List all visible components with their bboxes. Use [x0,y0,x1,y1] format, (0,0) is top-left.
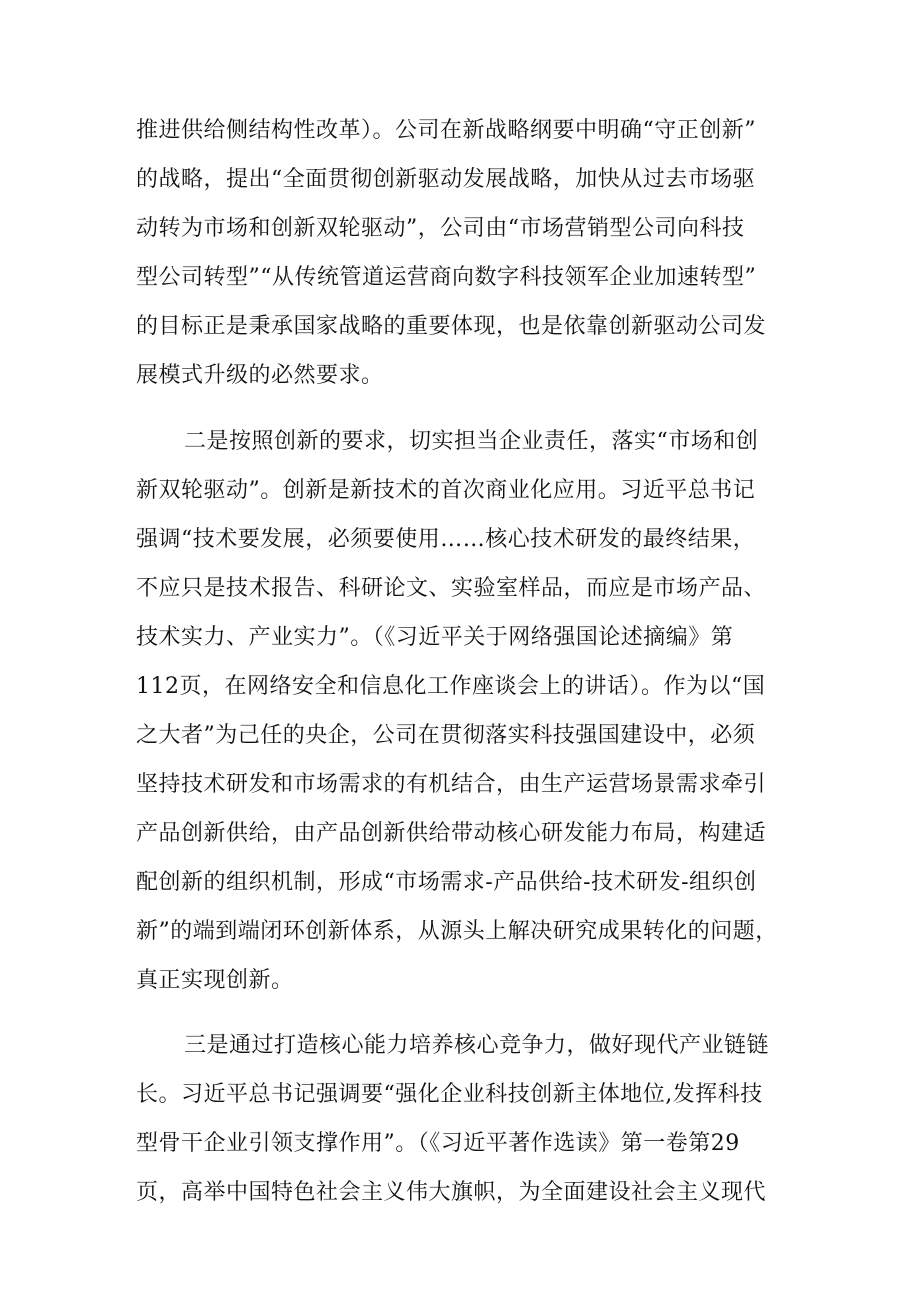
text-line: 新”的端到端闭环创新体系，从源头上解决研究成果转化的问题， [136,919,778,944]
text-line: 的目标正是秉承国家战略的重要体现，也是依靠创新驱动公司发 [136,314,767,339]
text-line: 之大者”为己任的央企，公司在贯彻落实科技强国建设中，必须 [136,723,756,748]
text-line: 的战略，提出“全面贯彻创新驱动发展战略，加快从过去市场驱 [136,167,756,192]
text-line: 产品创新供给，由产品创新供给带动核心研发能力布局，构建适 [136,821,767,846]
text-line: 推进供给侧结构性改革）。公司在新战略纲要中明确“守正创新” [136,118,756,143]
text-line: 型公司转型”“从传统管道运营商向数字科技领军企业加速转型” [136,265,757,290]
text-line: 112页，在网络安全和信息化工作座谈会上的讲话）。作为以“国 [136,674,766,699]
text-line: 长。习近平总书记强调要“强化企业科技创新主体地位,发挥科技 [136,1082,763,1107]
text-line: 新双轮驱动”。创新是新技术的首次商业化应用。习近平总书记 [136,478,756,503]
text-line: 技术实力、产业实力”。（《习近平关于网络强国论述摘编》第 [136,625,734,650]
paragraph-first-line: 二是按照创新的要求，切实担当企业责任，落实“市场和创 [184,429,759,454]
text-line: 坚持技术研发和市场需求的有机结合，由生产运营场景需求牵引 [136,772,767,797]
text-line: 型骨干企业引领支撑作用”。（《习近平著作选读》第一卷第29 [136,1131,740,1156]
paragraph-first-line: 三是通过打造核心能力培养核心竞争力，做好现代产业链链 [184,1033,770,1058]
text-line: 不应只是技术报告、科研论文、实验室样品，而应是市场产品、 [136,576,767,601]
text-line: 强调“技术要发展，必须要使用……核心技术研发的最终结果， [136,527,756,552]
text-line: 配创新的组织机制，形成“市场需求-产品供给-技术研发-组织创 [136,870,757,895]
text-line: 动转为市场和创新双轮驱动”，公司由“市场营销型公司向科技 [136,216,745,241]
text-line: 展模式升级的必然要求。 [136,363,384,388]
text-line: 页，高举中国特色社会主义伟大旗帜，为全面建设社会主义现代 [136,1180,767,1205]
text-line: 真正实现创新。 [136,968,294,993]
